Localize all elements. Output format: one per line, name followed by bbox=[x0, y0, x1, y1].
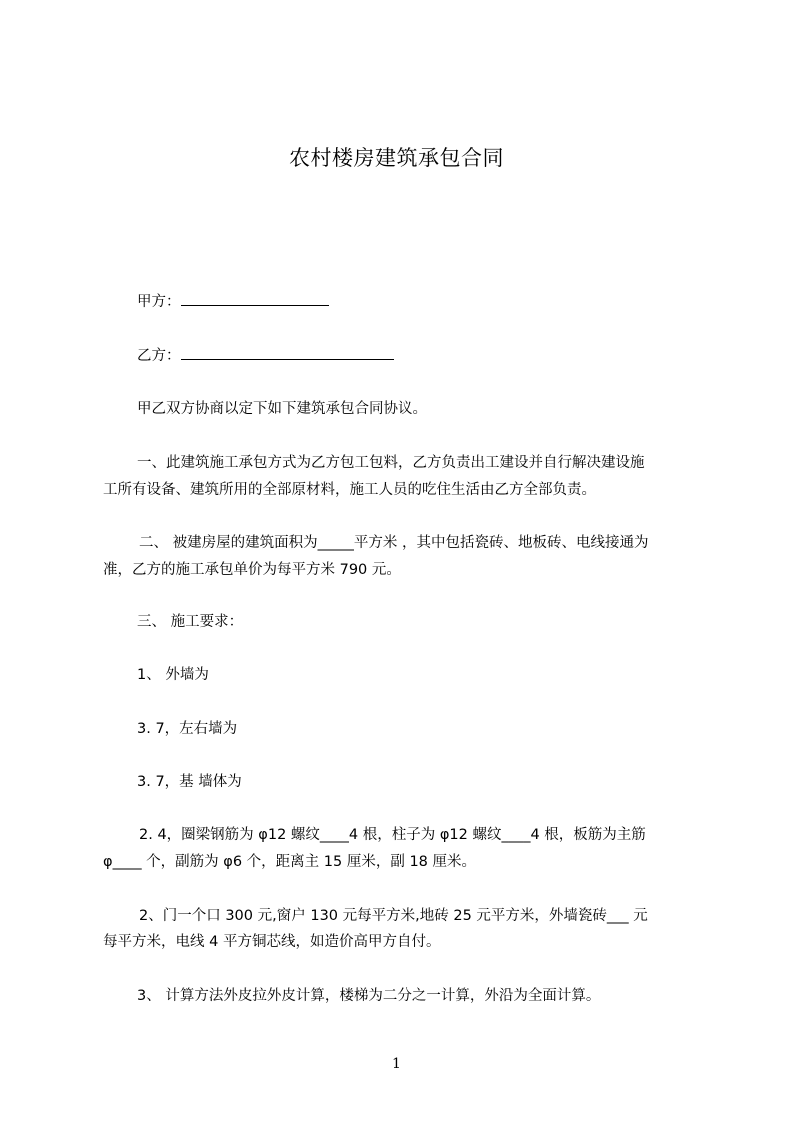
clause2-line1: 二、 被建房屋的建筑面积为_____平方米 ，其中包括瓷砖、地板砖、电线接通为 bbox=[139, 535, 649, 551]
clause3-heading: 三、 施工要求： bbox=[137, 614, 244, 630]
requirement-3: 3. 7，基 墙体为 bbox=[137, 774, 242, 790]
requirement-5-line1: 2、门一个口 300 元,窗户 130 元每平方米,地砖 25 元平方米，外墙瓷砖___ 元 bbox=[139, 908, 648, 924]
intro-paragraph: 甲乙双方协商以定下如下建筑承包合同协议。 bbox=[137, 401, 427, 417]
party-a-label: 甲方： bbox=[137, 294, 181, 310]
party-a-blank[interactable] bbox=[181, 291, 329, 306]
requirement-4-line1: 2. 4，圈梁钢筋为 φ12 螺纹____4 根，柱子为 φ12 螺纹____4 根，板筋为主筋 bbox=[139, 827, 646, 843]
party-b-line bbox=[137, 345, 394, 366]
party-a-line bbox=[137, 291, 329, 312]
clause2-line2: 准，乙方的施工承包单价为每平方米 790 元。 bbox=[103, 562, 401, 578]
clause1-line2: 工所有设备、建筑所用的全部原材料，施工人员的吃住生活由乙方全部负责。 bbox=[103, 482, 596, 498]
page-number: 1 bbox=[392, 1056, 401, 1072]
document-title: 农村楼房建筑承包合同 bbox=[289, 146, 504, 170]
requirement-4-line2: φ____ 个，副筋为 φ6 个，距离主 15 厘米，副 18 厘米。 bbox=[103, 854, 477, 870]
party-b-label: 乙方： bbox=[137, 348, 181, 364]
party-b-blank[interactable] bbox=[181, 345, 394, 360]
requirement-6: 3、 计算方法外皮拉外皮计算，楼梯为二分之一计算，外沿为全面计算。 bbox=[137, 988, 601, 1004]
requirement-1: 1、 外墙为 bbox=[137, 667, 209, 683]
requirement-5-line2: 每平方米，电线 4 平方铜芯线，如造价高甲方自付。 bbox=[103, 934, 441, 950]
clause1-line1: 一、此建筑施工承包方式为乙方包工包料，乙方负责出工建设并自行解决建设施 bbox=[137, 455, 645, 471]
requirement-2: 3. 7，左右墙为 bbox=[137, 721, 238, 737]
